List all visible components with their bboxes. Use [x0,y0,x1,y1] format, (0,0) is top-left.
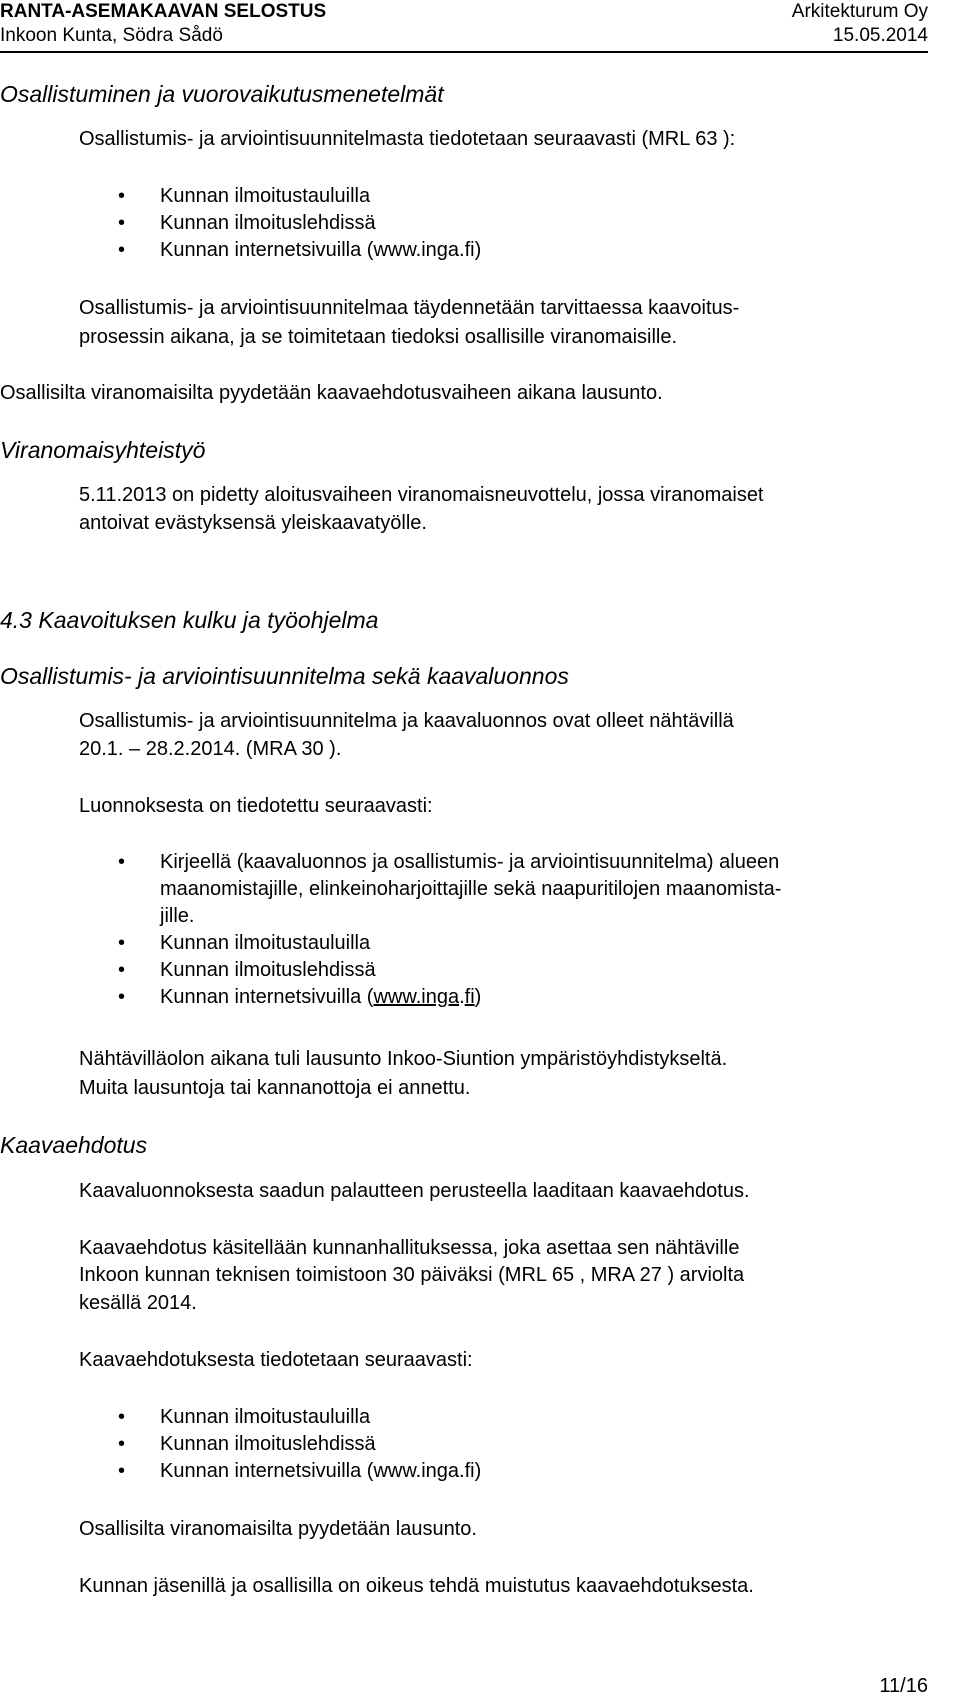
document-date: 15.05.2014 [832,25,928,46]
draft-plan-subheading: Osallistumis- ja arviointisuunnitelma sekä kaavaluonnos [0,663,569,689]
project-location: Inkoon Kunta, Södra Sådö [0,25,223,46]
paragraph: Osallisilta viranomaisilta pyydetään lausunto. [79,1518,477,1540]
paragraph: Nähtävilläolon aikana tuli lausunto Inkoo-Siuntion ympäristöyhdistykseltä. [79,1048,728,1070]
bullet-icon: • [118,1460,126,1482]
paragraph: Kaavaehdotus käsitellään kunnanhallituksessa, joka asettaa sen nähtäville [79,1237,740,1259]
bullet-icon: • [118,1406,126,1428]
list-item: • Kunnan internetsivuilla (www.inga.fi) [118,237,481,264]
bullet-icon: • [118,185,126,207]
list-item: • Kunnan ilmoituslehdissä [118,1431,481,1458]
bullet-icon: • [118,986,126,1008]
page-header [0,0,928,50]
page-number: 11/16 [879,1675,928,1697]
document-title: RANTA-ASEMAKAAVAN SELOSTUS [0,1,327,22]
plan-proposal-heading: Kaavaehdotus [0,1132,148,1158]
paragraph: Osallisilta viranomaisilta pyydetään kaavaehdotusvaiheen aikana lausunto. [0,382,663,404]
inga-website-link[interactable]: www.inga [373,986,460,1008]
participation-heading: Osallistuminen ja vuorovaikutusmenetelmät [0,81,444,107]
list-item: • Kunnan ilmoitustauluilla [118,1404,481,1431]
paragraph: Luonnoksesta on tiedotettu seuraavasti: [79,795,433,817]
bullet-icon: • [118,239,126,261]
proposal-bullet-list [118,1404,481,1485]
bullet-icon: • [118,1433,126,1455]
paragraph: Inkoon kunnan teknisen toimistoon 30 päiväksi (MRL 65 , MRA 27 ) arviolta [79,1264,745,1286]
bullet-icon: • [118,851,126,873]
list-item: • Kunnan ilmoituslehdissä [118,957,781,984]
list-item: • Kunnan internetsivuilla (www.inga.fi) [118,1458,481,1485]
bullet-icon: • [118,932,126,954]
participation-bullet-list [118,183,481,264]
paragraph: prosessin aikana, ja se toimitetaan tiedoksi osallisille viranomaisille. [79,326,678,348]
paragraph: Osallistumis- ja arviointisuunnitelma ja kaavaluonnos ovat olleet nähtävillä [79,710,734,732]
paragraph: Kunnan jäsenillä ja osallisilla on oikeus tehdä muistutus kaavaehdotuksesta. [79,1575,754,1597]
section-4-3-heading: 4.3 Kaavoituksen kulku ja työohjelma [0,607,379,633]
company-name: Arkitekturum Oy [791,1,928,22]
header-divider [0,51,928,53]
paragraph: Osallistumis- ja arviointisuunnitelmaa täydennetään tarvittaessa kaavoitus- [79,297,740,319]
list-item: • Kunnan ilmoitustauluilla [118,183,481,210]
paragraph: 20.1. – 28.2.2014. (MRA 30 ). [79,738,342,760]
paragraph: antoivat evästyksensä yleiskaavatyölle. [79,512,427,534]
list-item: • Kunnan internetsivuilla (www.inga.fi) [118,984,781,1011]
list-item: • Kunnan ilmoitustauluilla [118,930,781,957]
authority-cooperation-heading: Viranomaisyhteistyö [0,437,206,463]
bullet-icon: • [118,212,126,234]
paragraph: Kaavaluonnoksesta saadun palautteen perusteella laaditaan kaavaehdotus. [79,1180,750,1202]
paragraph: 5.11.2013 on pidetty aloitusvaiheen viranomaisneuvottelu, jossa viranomaiset [79,484,764,506]
participation-intro: Osallistumis- ja arviointisuunnitelmasta tiedotetaan seuraavasti (MRL 63 ): [79,128,736,150]
list-item: • Kunnan ilmoituslehdissä [118,210,481,237]
bullet-icon: • [118,959,126,981]
paragraph: Muita lausuntoja tai kannanottoja ei annettu. [79,1077,471,1099]
list-item: • Kirjeellä (kaavaluonnos ja osallistumis- ja arviointisuunnitelma) alueen maanomistajille, elinkeinoharjoittajille sekä naapuritilojen maanomista- jille. [118,851,782,927]
paragraph: kesällä 2014. [79,1292,197,1314]
inga-website-link[interactable]: fi [464,986,475,1008]
draft-bullet-list [118,849,781,1011]
paragraph: Kaavaehdotuksesta tiedotetaan seuraavasti: [79,1349,473,1371]
